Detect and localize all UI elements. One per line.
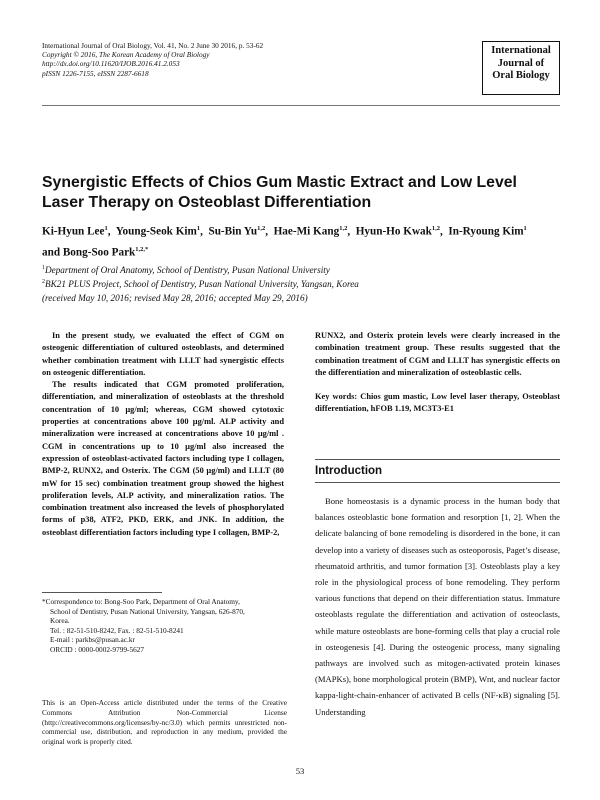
author-name: In-Ryoung Kim xyxy=(448,225,524,238)
abstract-column-left xyxy=(42,330,284,539)
author-name: Bong-Soo Park xyxy=(62,246,136,259)
journal-name-line: International xyxy=(491,45,551,56)
introduction-text xyxy=(315,493,560,720)
journal-name-line: Oral Biology xyxy=(492,70,550,81)
journal-name-line: Journal of xyxy=(497,57,545,69)
journal-logo-box xyxy=(482,41,560,95)
abstract-column-right xyxy=(315,330,560,416)
affiliation-text: BK21 PLUS Project, School of Dentistry, Pusan National University, Yangsan, Korea xyxy=(45,279,359,290)
section-rule xyxy=(315,482,560,483)
doi-link[interactable]: http://dx.doi.org/10.11620/IJOB.2016.41.2.053 xyxy=(42,59,180,69)
page-number: 53 xyxy=(295,766,305,776)
received-dates: (received May 10, 2016; revised May 28, 2016; accepted May 29, 2016) xyxy=(42,293,308,303)
author-name: Young-Seok Kim xyxy=(115,225,197,238)
author-name: Hae-Mi Kang xyxy=(273,225,340,238)
affiliation-mark: 1 xyxy=(42,265,45,271)
abstract-paragraph: The results indicated that CGM promoted proliferation, differentiation, and mineralization of osteoblasts at the threshold concentration of 10 µg/ml; whereas, CGM showed cytotoxic properties at concentrations above 100 µg/ml. ALP activity and mineralization were increased at concentrations above 10 µg/ml . CGM in concentrations up to 10 µg/ml also increased the expression of osteoblast-activated factors including type I collagen, BMP-2, RUNX2, and Osterix. The CGM (50 µg/ml) and LLLT (80 mW for 15 sec) combination treatment group showed the highest proliferation levels, ALP activity, and mineralization ratios. The combination treatment also increased the levels of phosphorylated forms of p38, ATF2, PKD, ERK, and JNK. In addition, the osteoblast differentiation factors including type I collagen, BMP-2, xyxy=(42,380,284,537)
footnote-email[interactable]: E-mail : parkbs@pusan.ac.kr xyxy=(50,635,135,645)
section-rule xyxy=(315,459,560,460)
section-heading-introduction: Introduction xyxy=(315,465,383,477)
author-conjunction: and xyxy=(42,246,61,259)
abstract-paragraph: RUNX2, and Osterix protein levels were clearly increased in the combination treatment group. These results suggested that the combination treatment of CGM and LLLT has synergistic effects on the differentiation and mineralization of osteoblastic cells. xyxy=(315,331,560,377)
footnote-phone: Tel. : 82-51-510-8242, Fax. : 82-51-510-8241 xyxy=(50,625,184,635)
citation-line: International Journal of Oral Biology, Vol. 41, No. 2 June 30 2016, p. 53-62 xyxy=(42,41,264,50)
journal-citation-header xyxy=(42,41,263,78)
footnote-rule xyxy=(42,592,162,593)
author-affiliation-mark: 1,2 xyxy=(339,225,348,232)
open-access-statement: This is an Open-Access article distributed under the terms of the Creative Commons Attribution Non-Commercial License (http://creativecommons.org/licenses/by-nc/3.0) which permits unrestricted non-commercial use, distribution, and reproduction in any medium, provided the original work is properly cited. xyxy=(42,698,287,747)
footnote-orcid: ORCID : 0000-0002-9799-5627 xyxy=(50,644,145,654)
copyright-line: Copyright © 2016, The Korean Academy of Oral Biology xyxy=(42,50,210,60)
affiliation-line xyxy=(42,276,562,290)
author-name: Ki-Hyun Lee xyxy=(42,225,105,238)
author-affiliation-mark: 1,2 xyxy=(431,225,440,232)
correspondence-footnote xyxy=(42,597,287,655)
author-affiliation-mark: 1 xyxy=(523,225,527,232)
affiliations xyxy=(42,262,562,290)
author-name: Su-Bin Yu xyxy=(208,225,258,238)
author-list: Ki-Hyun Lee$^1$, Young-Seok Kim$^1$, Su-Bin Yu$^{1,2}$, Hae-Mi Kang$^{1,2}$, Hyun-Ho Kwak$^{1,2}$, In-Ryoung Kim$^1$ and Bong-Soo Park$^{1,2,*}$ xyxy=(42,225,527,259)
author-name: Hyun-Ho Kwak xyxy=(355,225,432,238)
author-affiliation-mark: 1,2,* xyxy=(135,245,149,253)
article-title: Synergistic Effects of Chios Gum Mastic Extract and Low Level Laser Therapy on Osteoblast Differentiation xyxy=(42,174,517,211)
footnote-line: School of Dentistry, Pusan National University, Yangsan, 626-870, xyxy=(50,606,245,616)
footnote-line: *Correspondence to: Bong-Soo Park, Department of Oral Anatomy, xyxy=(42,597,240,606)
affiliation-line xyxy=(42,262,562,276)
issn-line: pISSN 1226-7155, eISSN 2287-6618 xyxy=(42,68,149,78)
keywords: Key words: Chios gum mastic, Low level laser therapy, Osteoblast differentiation, hFOB 1.19, MC3T3-E1 xyxy=(315,392,560,414)
introduction-paragraph: Bone homeostasis is a dynamic process in the human body that balances osteoblastic bone formation and resorption [1, 2]. When the delicate balancing of bone remodeling is disordered in the bone, it can develop into a variety of diseases such as osteoporosis, Paget’s disease, rheumatoid arthritis, and tumor formation [3]. Osteoblasts play a key role in the physiological process of bone remodeling. They perform various functions that depend on their differentiation status. Immature osteoblasts regulate the differentiation and activation of osteoclasts, while mature osteoblasts are bone-forming cells that play a crucial role in osteogenesis [4]. During the osteogenic process, many signaling pathways are involved such as mitogen-activated protein kinases (MAPKs), bone morphological protein (BMP), Wnt, and nuclear factor kappa-light-chain-enhancer of activated B cells (NF-κB) signaling [5]. Understanding xyxy=(315,496,560,717)
footnote-line: Korea. xyxy=(50,616,70,626)
author-affiliation-mark: 1,2 xyxy=(257,225,266,232)
author-affiliation-mark: 1 xyxy=(104,225,108,232)
affiliation-text: Department of Oral Anatomy, School of Dentistry, Pusan National University xyxy=(45,265,330,276)
header-divider xyxy=(42,105,560,106)
affiliation-mark: 2 xyxy=(42,279,45,286)
abstract-paragraph: In the present study, we evaluated the effect of CGM on osteogenic differentiation of cultured osteoblasts, and determined whether combination treatment with LLLT had synergistic effects on osteogenic differentiation. xyxy=(42,331,284,377)
author-affiliation-mark: 1 xyxy=(196,225,201,232)
